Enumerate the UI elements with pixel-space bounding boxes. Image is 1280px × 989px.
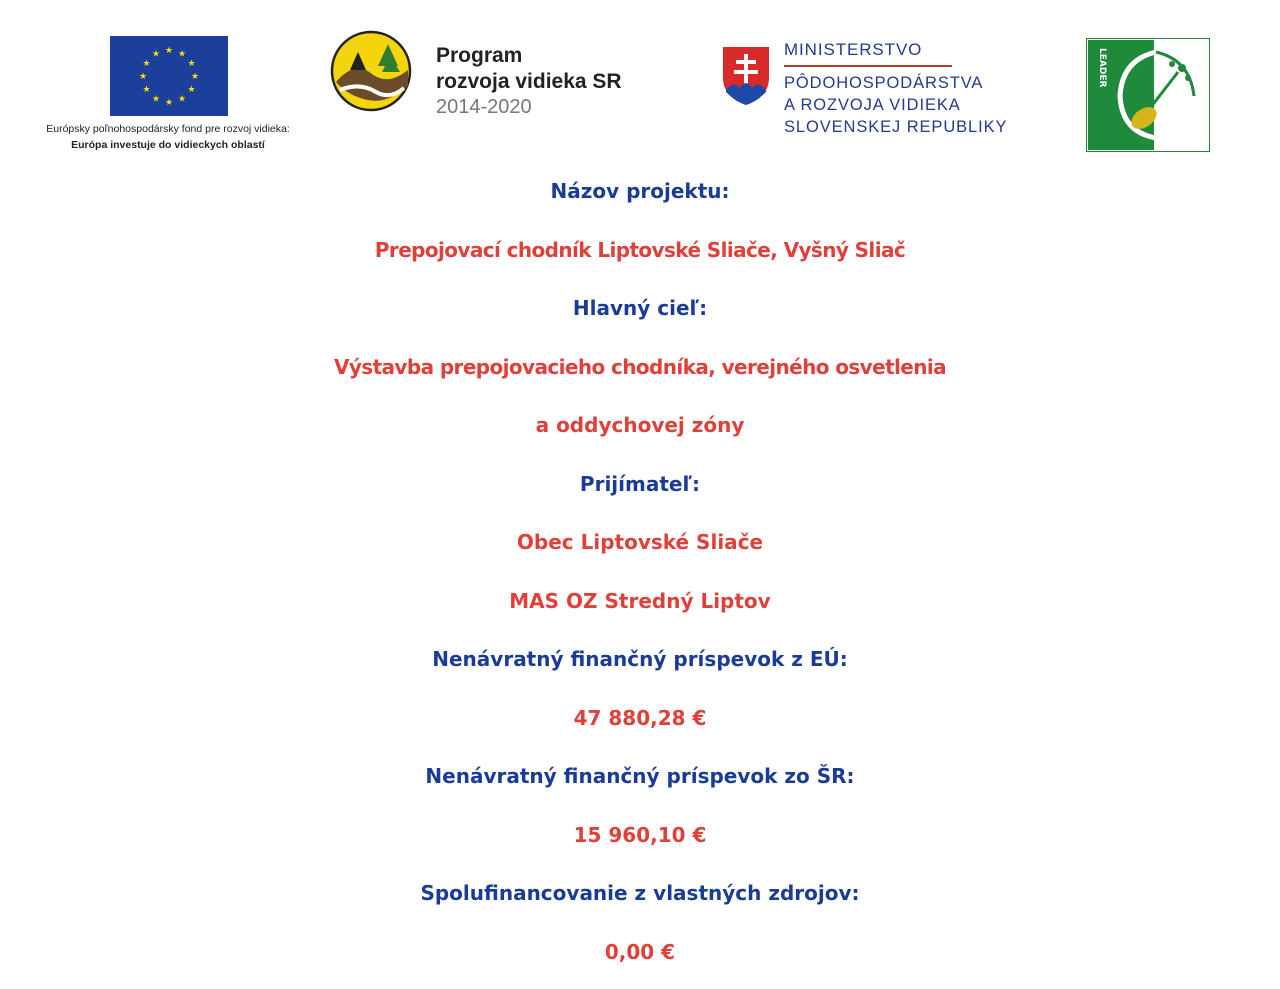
eu-logo	[18, 34, 318, 154]
svg-text:★: ★	[187, 85, 196, 95]
eu-caption-line-1: Európsky poľnohospodársky fond pre rozvoj vidieka:	[46, 123, 290, 135]
program-period: 2014-2020	[436, 96, 532, 118]
svg-text:★: ★	[164, 98, 174, 108]
eu-caption-line-2: Európa investuje do vidieckych oblastí	[71, 139, 265, 151]
svg-text:★: ★	[164, 46, 174, 56]
svg-text:★: ★	[138, 72, 148, 82]
leader-wordmark: LEADER	[1097, 48, 1107, 88]
slovak-coat-of-arms-icon	[720, 44, 772, 108]
goal-label: Hlavný cieľ:	[572, 296, 708, 320]
own-funding-value: 0,00 €	[604, 939, 676, 964]
ministry-divider	[784, 65, 952, 67]
ministry-line-1: MINISTERSTVO	[784, 40, 923, 59]
program-logo	[330, 30, 670, 120]
ministry-line-2: PÔDOHOSPODÁRSTVA	[784, 74, 984, 92]
svg-text:★: ★	[177, 49, 187, 60]
recipient-value: Obec Liptovské Sliače	[516, 530, 764, 554]
svg-text:★: ★	[177, 94, 187, 105]
program-title-line-2: rozvoja vidieka SR	[436, 70, 622, 93]
program-title-line-1: Program	[436, 44, 523, 67]
svg-text:★: ★	[151, 94, 161, 105]
project-name-value: Prepojovací chodník Liptovské Sliače, Vyšný Sliač	[374, 237, 906, 262]
svg-text:★: ★	[187, 59, 196, 69]
svg-text:★: ★	[151, 49, 161, 60]
svg-text:★: ★	[142, 59, 151, 69]
project-info	[0, 164, 1280, 983]
goal-value-line-1: Výstavba prepojovacieho chodníka, verejného osvetlenia	[333, 354, 947, 379]
program-emblem-icon	[330, 30, 412, 112]
goal-value-line-2: a oddychovej zóny	[535, 413, 745, 437]
mas-value: MAS OZ Stredný Liptov	[509, 588, 771, 613]
project-name-label: Názov projektu:	[550, 179, 730, 203]
recipient-label: Prijímateľ:	[579, 471, 701, 496]
svg-text:★: ★	[190, 72, 200, 82]
own-funding-label: Spolufinancovanie z vlastných zdrojov:	[420, 881, 860, 905]
leader-logo-icon	[1086, 38, 1210, 152]
ministry-line-4: SLOVENSKEJ REPUBLIKY	[784, 118, 1008, 136]
sr-contribution-value: 15 960,10 €	[573, 822, 707, 847]
eu-contribution-value: 47 880,28 €	[573, 705, 707, 730]
eu-contribution-label: Nenávratný finančný príspevok z EÚ:	[432, 647, 848, 671]
ministry-logo	[718, 40, 1048, 150]
ministry-line-3: A ROZVOJA VIDIEKA	[784, 96, 961, 114]
eu-flag-icon	[110, 36, 228, 116]
svg-text:★: ★	[142, 85, 151, 95]
sr-contribution-label: Nenávratný finančný príspevok zo ŠR:	[425, 764, 855, 788]
